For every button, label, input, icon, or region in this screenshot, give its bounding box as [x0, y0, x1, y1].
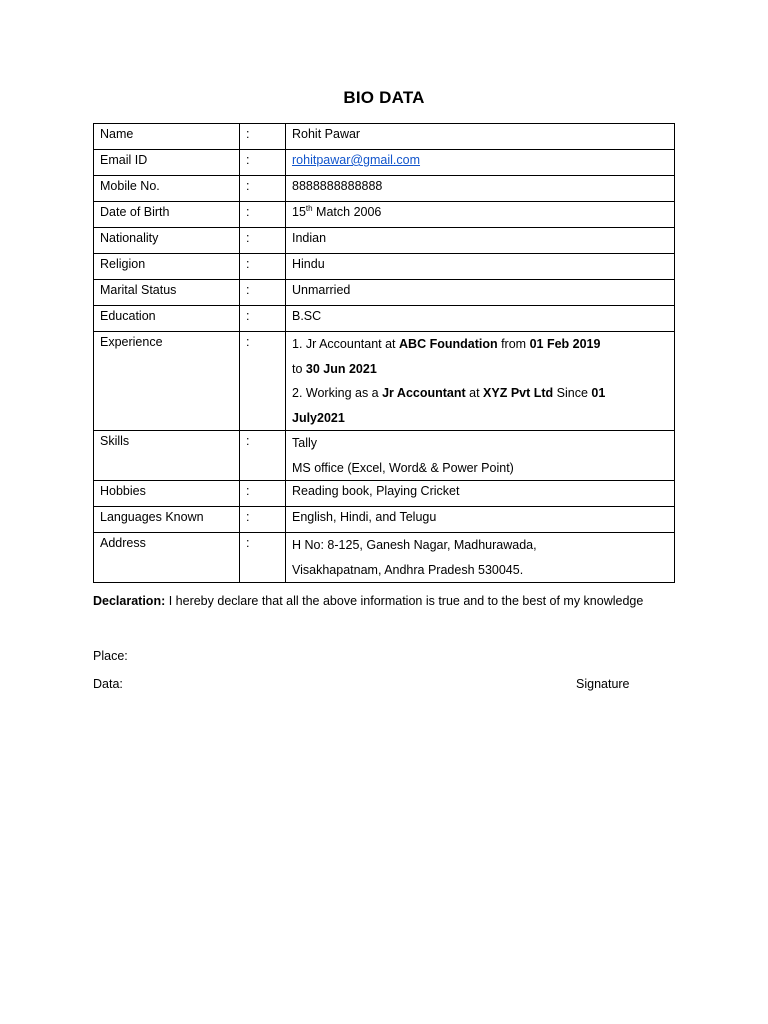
text-run-bold: 01 [591, 386, 606, 400]
text-run-bold: XYZ Pvt Ltd [483, 386, 554, 400]
experience-line-2 [292, 357, 668, 382]
table-row-education [94, 306, 675, 332]
row-separator: : [240, 280, 286, 306]
text-run-bold: Jr Accountant [382, 386, 466, 400]
row-separator: : [240, 431, 286, 481]
row-separator: : [240, 150, 286, 176]
table-row-hobbies [94, 481, 675, 507]
skills-line-1: Tally [292, 436, 318, 450]
place-label: Place: [93, 649, 128, 663]
table-row-mobile [94, 176, 675, 202]
table-row-skills [94, 431, 675, 481]
row-label: Name [94, 124, 240, 150]
row-separator: : [240, 533, 286, 583]
table-row-nationality [94, 228, 675, 254]
row-value: Unmarried [286, 280, 675, 306]
row-label: Hobbies [94, 481, 240, 507]
row-value [286, 533, 675, 583]
text-run: Since [553, 386, 592, 400]
row-label: Education [94, 306, 240, 332]
page-title: BIO DATA [343, 88, 425, 107]
row-value: Rohit Pawar [286, 124, 675, 150]
row-label: Address [94, 533, 240, 583]
text-run: at [465, 386, 484, 400]
text-run-bold: 01 Feb 2019 [529, 337, 601, 351]
row-label: Date of Birth [94, 202, 240, 228]
row-separator: : [240, 481, 286, 507]
email-link[interactable]: rohitpawar@gmail.com [292, 153, 421, 167]
table-row-name [94, 124, 675, 150]
declaration-text: I hereby declare that all the above information is true and to the best of my knowledge [165, 594, 644, 608]
experience-line-4 [292, 406, 668, 431]
table-row-email [94, 150, 675, 176]
row-separator: : [240, 507, 286, 533]
table-row-languages [94, 507, 675, 533]
table-row-marital-status [94, 280, 675, 306]
text-run: 1. Jr Accountant at [292, 337, 400, 351]
row-value [286, 202, 675, 228]
row-value: English, Hindi, and Telugu [286, 507, 675, 533]
dob-rest: Match 2006 [312, 205, 382, 219]
declaration-label: Declaration: [93, 594, 166, 608]
table-row-dob [94, 202, 675, 228]
text-run: 2. Working as a [292, 386, 383, 400]
text-run: from [497, 337, 530, 351]
text-run-bold: July2021 [292, 410, 345, 425]
text-run-bold: 30 Jun 2021 [305, 361, 377, 376]
table-row-experience [94, 332, 675, 431]
row-separator: : [240, 332, 286, 431]
row-value [286, 431, 675, 481]
row-label: Languages Known [94, 507, 240, 533]
row-value: B.SC [286, 306, 675, 332]
signature-label: Signature [576, 677, 630, 691]
row-value: Indian [286, 228, 675, 254]
row-value [286, 332, 675, 431]
row-separator: : [240, 176, 286, 202]
row-separator: : [240, 124, 286, 150]
row-label: Nationality [94, 228, 240, 254]
text-run-bold: ABC Foundation [399, 337, 498, 351]
row-label: Religion [94, 254, 240, 280]
address-line-1: H No: 8-125, Ganesh Nagar, Madhurawada, [292, 538, 537, 552]
address-line-2: Visakhapatnam, Andhra Pradesh 530045. [292, 562, 524, 577]
date-label: Data: [93, 677, 123, 691]
experience-line-1 [292, 332, 668, 357]
row-value: Hindu [286, 254, 675, 280]
row-label: Marital Status [94, 280, 240, 306]
dob-day: 15 [292, 205, 306, 219]
row-value: 8888888888888 [286, 176, 675, 202]
row-separator: : [240, 254, 286, 280]
row-label: Email ID [94, 150, 240, 176]
row-label: Mobile No. [94, 176, 240, 202]
text-run: to [292, 361, 306, 376]
bio-data-table [93, 123, 675, 583]
experience-line-3 [292, 381, 668, 406]
row-separator: : [240, 202, 286, 228]
row-separator: : [240, 228, 286, 254]
row-label: Skills [94, 431, 240, 481]
table-row-religion [94, 254, 675, 280]
skills-line-2: MS office (Excel, Word& & Power Point) [292, 460, 514, 475]
row-value [286, 150, 675, 176]
row-label: Experience [94, 332, 240, 431]
declaration [93, 594, 643, 608]
row-separator: : [240, 306, 286, 332]
dob-suffix: th [305, 203, 313, 213]
row-value: Reading book, Playing Cricket [286, 481, 675, 507]
table-row-address [94, 533, 675, 583]
